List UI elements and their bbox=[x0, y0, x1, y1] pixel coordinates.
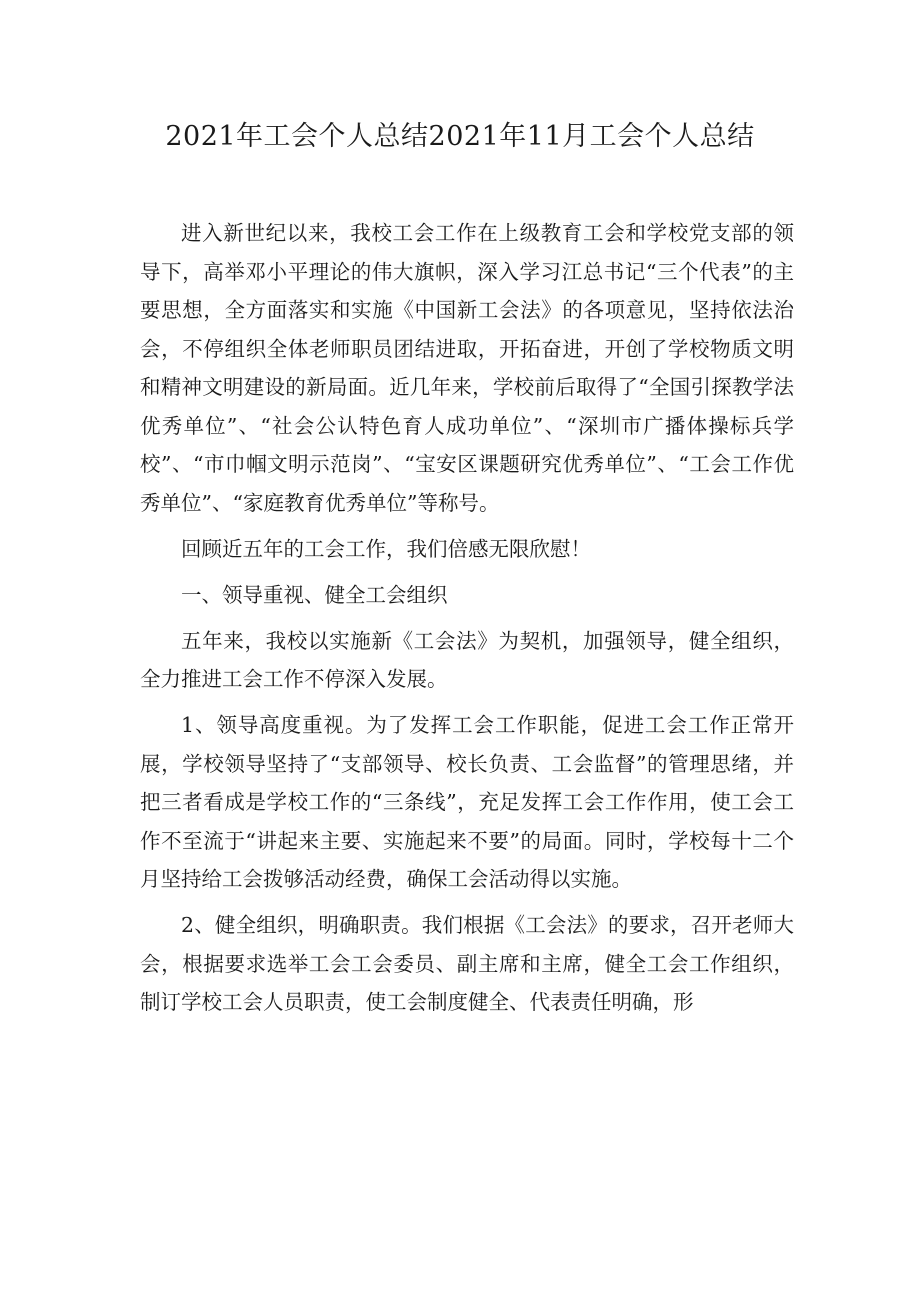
document-title: 2021年工会个人总结2021年11月工会个人总结 bbox=[165, 121, 755, 152]
paragraph-item-2: 2、健全组织，明确职责。我们根据《工会法》的要求，召开老师大会，根据要求选举工会工会委员、副主席和主席，健全工会工作组织，制订学校工会人员职责，使工会制度健全、代表责任明确，形 bbox=[140, 913, 794, 1014]
paragraph-review: 回顾近五年的工会工作，我们倍感无限欣慰！ bbox=[181, 536, 591, 561]
section-heading: 一、领导重视、健全工会组织 bbox=[181, 582, 448, 607]
paragraph-item-1: 1、领导高度重视。为了发挥工会工作职能，促进工会工作正常开展，学校领导坚持了“支部领导、校长负责、工会监督”的管理思绪，并把三者看成是学校工作的“三条线”，充足发挥工会工作作用，使工会工作不至流于“讲起来主要、实施起来不要”的局面。同时，学校每十二个月坚持给工会拨够活动经费，确保工会活动得以实施。 bbox=[140, 713, 794, 891]
document-body bbox=[140, 214, 794, 1022]
paragraph-intro: 进入新世纪以来，我校工会工作在上级教育工会和学校党支部的领导下，高举邓小平理论的伟大旗帜，深入学习江总书记“三个代表”的主要思想，全方面落实和实施《中国新工会法》的各项意见，坚持依法治会，不停组织全体老师职员团结进取，开拓奋进，开创了学校物质文明和精神文明建设的新局面。近几年来，学校前后取得了“全国引探教学法优秀单位”、“社会公认特色育人成功单位”、“深圳市广播体操标兵学校”、“市巾帼文明示范岗”、“宝安区课题研究优秀单位”、“工会工作优秀单位”、“家庭教育优秀单位”等称号。 bbox=[140, 221, 794, 515]
paragraph-five-years: 五年来，我校以实施新《工会法》为契机，加强领导，健全组织，全力推进工会工作不停深入发展。 bbox=[140, 628, 794, 691]
